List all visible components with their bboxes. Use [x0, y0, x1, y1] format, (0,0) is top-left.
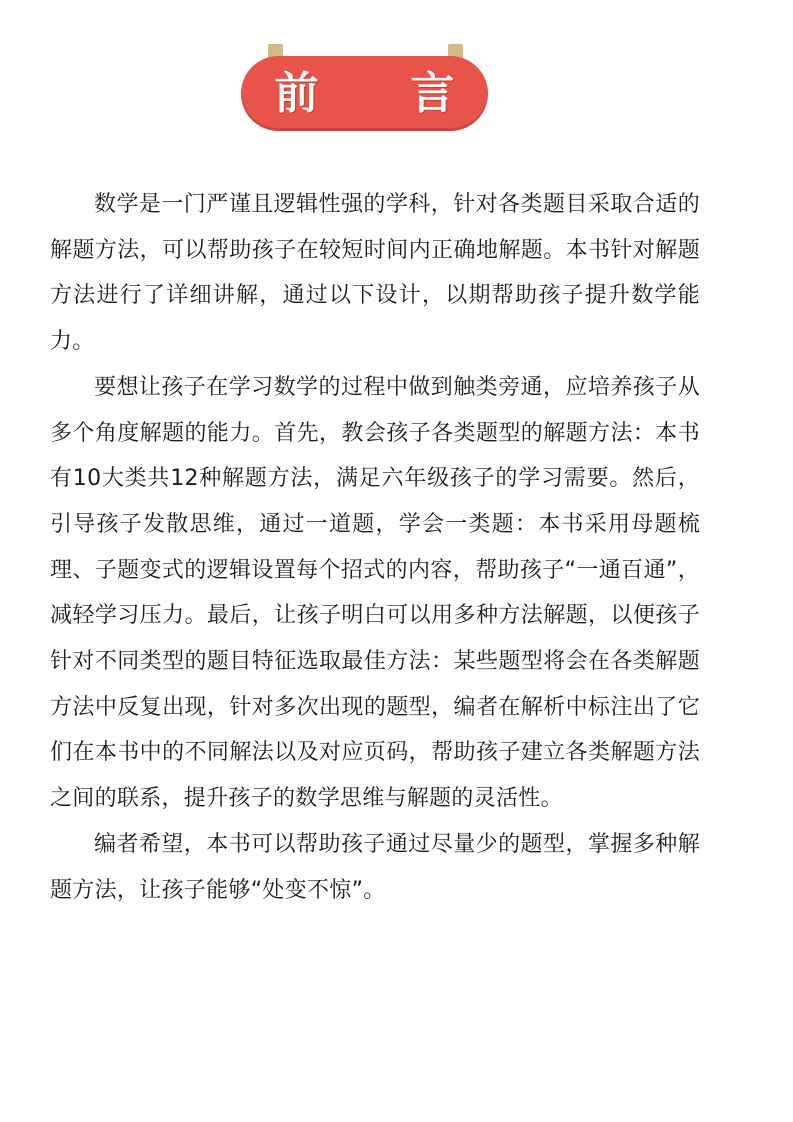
paragraph-1: 数学是一门严谨且逻辑性强的学科，针对各类题目采取合适的解题方法，可以帮助孩子在较短时间内正确地解题。本书针对解题方法进行了详细讲解，通过以下设计，以期帮助孩子提升数学能力。 [50, 192, 700, 355]
title-char-1: 前 [274, 67, 319, 119]
page-title [241, 56, 488, 131]
paragraph-3: 编者希望，本书可以帮助孩子通过尽量少的题型，掌握多种解题方法，让孩子能够“处变不惊”。 [50, 831, 700, 903]
paragraph-2: 要想让孩子在学习数学的过程中做到触类旁通，应培养孩子从多个角度解题的能力。首先，教会孩子各类题型的解题方法：本书有10大类共12种解题方法，满足六年级孩子的学习需要。然后，引导孩子发散思维，通过一道题，学会一类题：本书采用母题梳理、子题变式的逻辑设置每个招式的内容，帮助孩子“一通百通”，减轻学习压力。最后，让孩子明白可以用多种方法解题，以便孩子针对不同类型的题目特征选取最佳方法：某些题型将会在各类解题方法中反复出现，针对多次出现的题型，编者在解析中标注出了它们在本书中的不同解法以及对应页码，帮助孩子建立各类解题方法之间的联系，提升孩子的数学思维与解题的灵活性。 [50, 374, 700, 812]
preface-body [50, 182, 700, 913]
title-banner [241, 44, 488, 132]
title-char-2: 言 [410, 67, 455, 119]
